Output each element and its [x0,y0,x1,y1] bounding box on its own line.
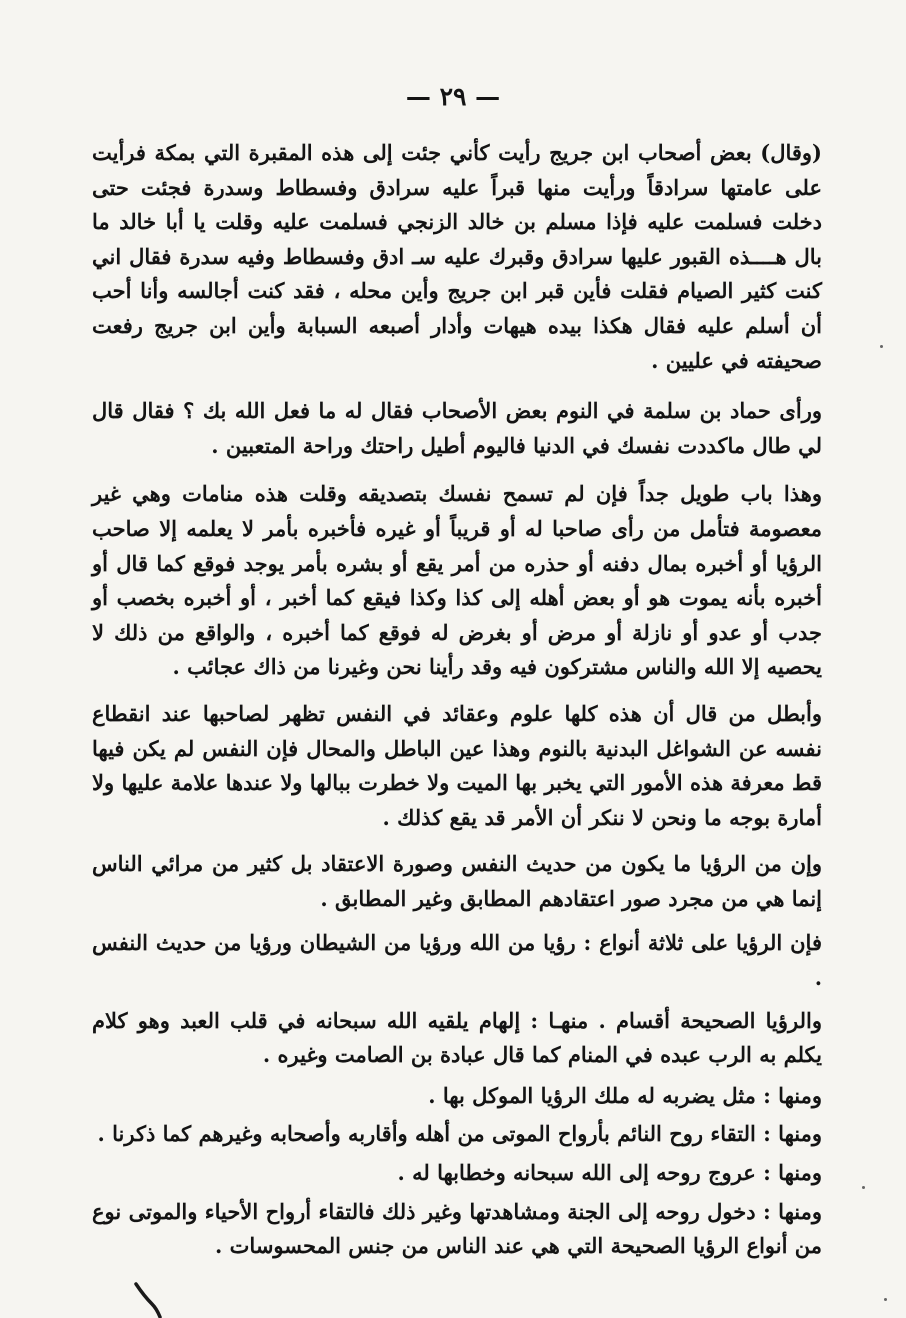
page-number: — ٢٩ — [405,82,501,111]
paragraph-true-dream-kinds: والرؤيا الصحيحة أقسام . منهـا : إلهام يلقيه الله سبحانه في قلب العبد وهو كلام يكلم به الرب عبده في المنام كما قال عبادة بن الصامت وغيره . [92,1007,822,1068]
paragraph-kind-meeting-souls: ومنها : التقاء روح النائم بأرواح الموتى من أهله وأقاربه وأصحابه وغيرهم كما ذكرنا . [97,1121,822,1147]
paragraph-hammad-dream: ورأى حماد بن سلمة في النوم بعض الأصحاب فقال له ما فعل الله بك ؟ فقال قال لي طال ماكددت نفسك في الدنيا فاليوم أطيل راحتك وراحة المتعبين . [92,398,822,458]
paragraph-three-types: فإن الرؤيا على ثلاثة أنواع : رؤيا من الله ورؤيا من الشيطان ورؤيا من حديث النفس . [92,930,822,991]
paragraph-kind-paradise: ومنها : دخول روحه إلى الجنة ومشاهدتها وغير ذلك فالتقاء أرواح الأحياء والموتى نوع من أنواع الرؤيا الصحيحة التي هي عند الناس من جنس المحسوسات . [92,1198,822,1259]
scan-speck [884,1298,887,1301]
paragraph-self-talk-dreams: وإن من الرؤيا ما يكون من حديث النفس وصورة الاعتقاد بل كثير من مرائي الناس إنما هي من مجرد صور اعتقادهم المطابق وغير المطابق . [92,851,822,911]
page-body [92,136,822,1264]
paragraph-refutation: وأبطل من قال أن هذه كلها علوم وعقائد في النفس تظهر لصاحبها عند انقطاع نفسه عن الشواغل البدنية بالنوم وهذا عين الباطل والمحال فإن النفس لم يكن فيها قط معرفة هذه الأمور التي يخبر بها الميت ولا خطرت ببالها ولا عندها علامة عليها ولا أمارة بوجه ما ونحن لا ننكر أن الأمر قد يقع كذلك . [92,700,822,830]
scan-speck [862,1186,865,1189]
paragraph-kind-ascension: ومنها : عروج روحه إلى الله سبحانه وخطابها له . [397,1160,822,1186]
paragraph-kind-angel-parable: ومنها : مثل يضربه له ملك الرؤيا الموكل بها . [428,1082,822,1108]
scan-speck [880,345,883,348]
paragraph-ibn-jurayj-dream: (وقال) بعض أصحاب ابن جريج رأيت كأني جئت إلى هذه المقبرة التي بمكة فرأيت على عامتها سرادقاً ورأيت منها قبراً عليه سرادق وفسطاط وسدرة فجئت حتى دخلت فسلمت عليه فإذا مسلم بن خالد الزنجي فسلمت عليه وقلت يا أبا خالد ما بال هــــذه القبور عليها سرادق وقبرك عليه سـ ادق وفسطاط وفيه سدرة فقال اني كنت كثير الصيام فقلت فأين قبر ابن جريج وأين محله ، فقد كنت أجالسه وأنا أحب أن أسلم عليه فقال هكذا بيده هيهات وأدار أصبعه السبابة وأين ابن جريج رفعت صحيفته في عليين . [92,140,822,373]
paragraph-long-chapter: وهذا باب طويل جداً فإن لم تسمح نفسك بتصديقه وقلت هذه منامات وهي غير معصومة فتأمل من رأى صاحبا له أو قريباً أو غيره فأخبره بأمر لا يعلمه إلا صاحب الرؤيا أو أخبره بمال دفنه أو حذره من أمر يقع أو بشره بأمر يوجد فوقع كما قال أو أخبره بأنه يموت هو أو بعض أهله إلى كذا وكذا فيقع كما أخبر ، أو أخبره بخصب أو جدب أو عدو أو نازلة أو مرض أو بغرض له فوقع كما أخبره ، والواقع من ذلك لا يحصيه إلا الله والناس مشتركون فيه وقد رأينا نحن وغيرنا من ذاك عجائب . [92,481,822,680]
pen-stroke-mark [130,1282,170,1318]
